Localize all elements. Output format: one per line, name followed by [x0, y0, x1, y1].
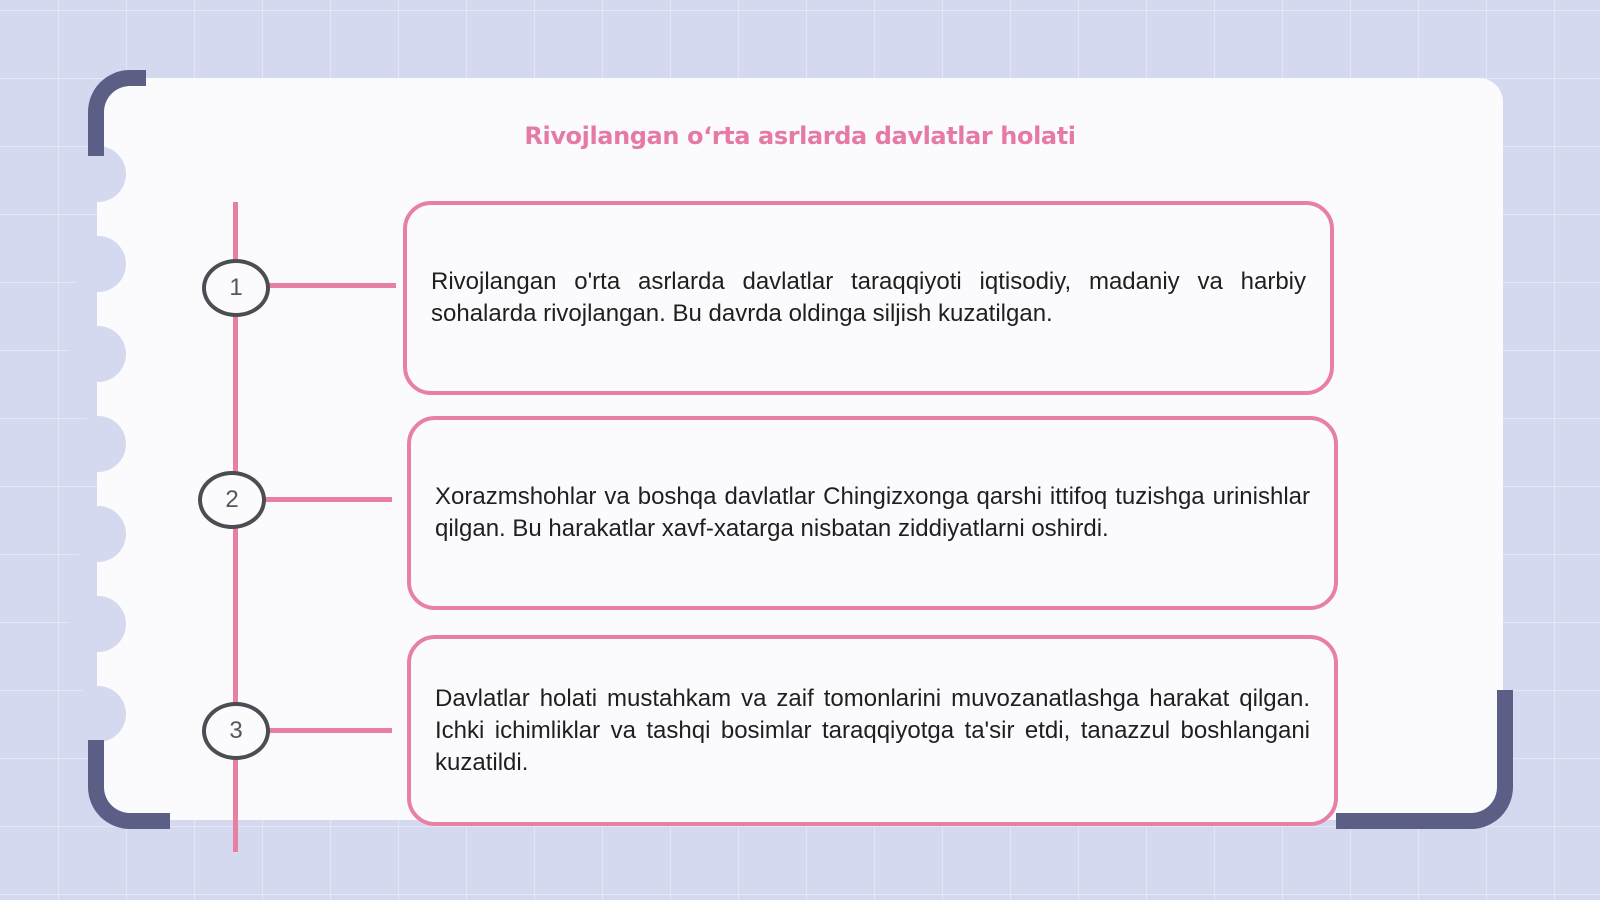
timeline-card-2 — [407, 416, 1338, 610]
timeline-number-2: 2 — [198, 471, 266, 529]
timeline-connector-1 — [266, 283, 396, 288]
notebook-hole — [70, 506, 126, 562]
frame-corner-bottom-right — [1336, 690, 1513, 829]
timeline-number-1: 1 — [202, 259, 270, 317]
notebook-hole — [70, 416, 126, 472]
timeline-connector-2 — [262, 497, 392, 502]
notebook-hole — [70, 326, 126, 382]
frame-corner-top-left — [88, 70, 146, 156]
slide-title: Rivojlangan oʻrta asrlarda davlatlar holati — [524, 122, 1076, 150]
timeline-connector-3 — [266, 728, 392, 733]
timeline-card-3 — [407, 635, 1338, 826]
notebook-hole — [70, 596, 126, 652]
notebook-hole — [70, 236, 126, 292]
timeline-card-text: Xorazmshohlar va boshqa davlatlar Chingizxonga qarshi ittifoq tuzishga urinishlar qilgan. Bu harakatlar xavf-xatarga nisbatan ziddiyatlarni oshirdi. — [435, 483, 1310, 542]
timeline-number-3: 3 — [202, 702, 270, 760]
timeline-card-text: Rivojlangan o'rta asrlarda davlatlar taraqqiyoti iqtisodiy, madaniy va harbiy sohalarda rivojlangan. Bu davrda oldinga siljish kuzatilgan. — [431, 268, 1306, 327]
notebook-hole — [70, 686, 126, 742]
frame-corner-bottom-left — [88, 740, 170, 829]
timeline-card-text: Davlatlar holati mustahkam va zaif tomonlarini muvozanatlashga harakat qilgan. Ichki ichimliklar va tashqi bosimlar taraqqiyotga ta'sir etdi, tanazzul boshlangani kuzatildi. — [435, 684, 1310, 776]
timeline-card-1 — [403, 201, 1334, 395]
